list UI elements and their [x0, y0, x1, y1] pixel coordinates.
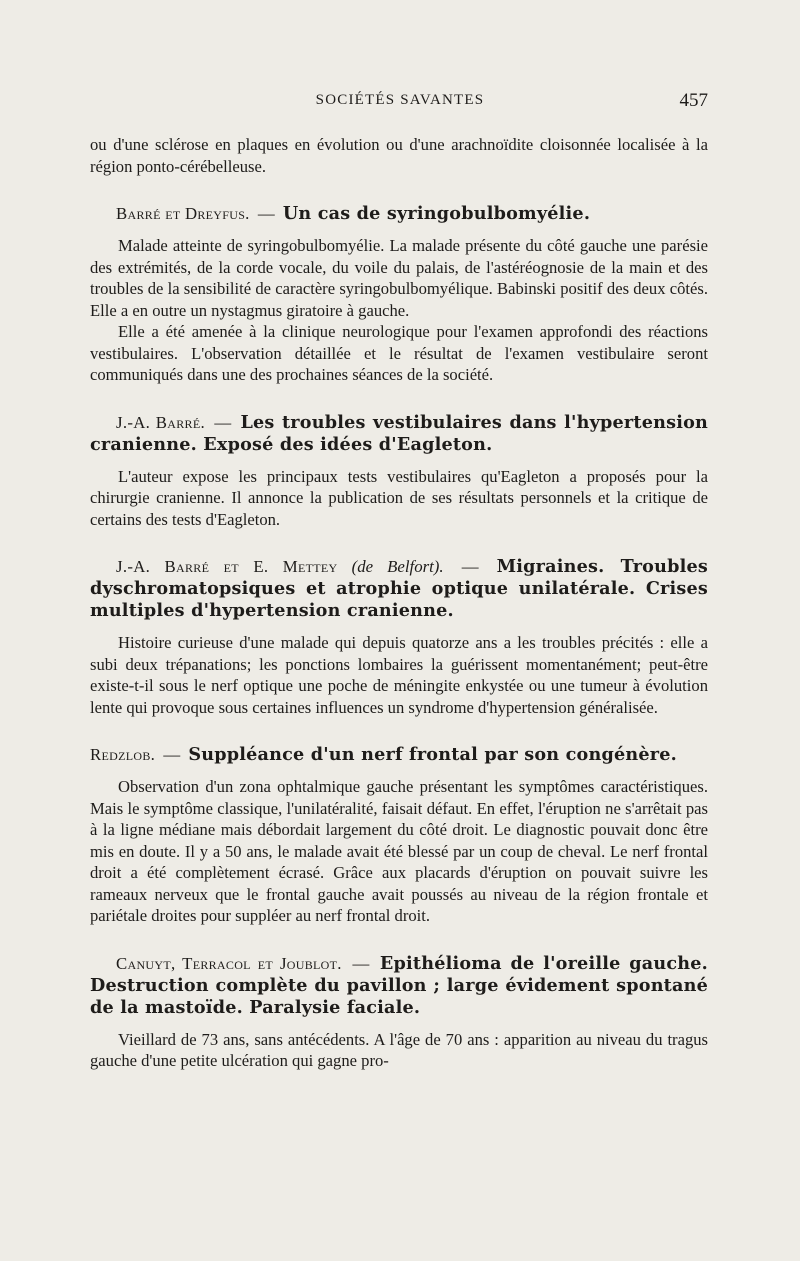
entry-dash: — — [352, 953, 370, 973]
entry-paragraph: Observation d'un zona ophtalmique gauche présentant les symptômes caractéristiques. Mais le symptôme classique, l'unilatéralité, faisait défaut. En effet, l'éruption ne s'arrêtait pas à la ligne médiane mais débordait largement du côté droit. Le diagnostic pouvait donc être mis en doute. Il y a 50 ans, le malade avait été blessé par un coup de cheval. Le nerf frontal droit a été complètement écrasé. Grâce aux placards d'éruption on pouvait suivre les rameaux nerveux que le frontal gauche avait poussés au niveau de la région frontale et pariétale droites pour suppléer au nerf frontal droit. — [90, 777, 708, 925]
entry-title: Migraines. Troubles dyschromatopsiques et atrophie optique unilatérale. Crises multiples d'hypertension cranienne. — [90, 556, 708, 621]
entry-syringobulbomyelie — [90, 203, 708, 386]
entry-suppleance-nerf-frontal — [90, 744, 708, 927]
entry-authors: Canuyt, Terracol et Joublot. — [116, 953, 342, 973]
entry-title: Un cas de syringobulbomyélie. — [282, 203, 591, 224]
entry-migraines — [90, 556, 708, 718]
entry-paragraph: Vieillard de 73 ans, sans antécédents. A l'âge de 70 ans : apparition au niveau du tragus gauche d'une petite ulcération qui gagne pro- — [90, 1029, 708, 1070]
entry-heading — [90, 744, 708, 766]
entry-heading — [90, 203, 708, 225]
entry-heading — [90, 412, 708, 456]
entry-epithelioma — [90, 953, 708, 1072]
entry-authors: Redzlob. — [90, 745, 156, 764]
entry-title: Les troubles vestibulaires dans l'hypertension cranienne. Exposé des idées d'Eagleton. — [90, 411, 709, 455]
entry-paragraph: Malade atteinte de syringobulbomyélie. La malade présente du côté gauche une parésie des extrémités, de la corde vocale, du voile du palais, de l'astéréognosie de la main et des troubles de la sensibilité de caractère syringobulbomyélique. Babinski positif des deux côtés. Elle a en outre un nystagmus giratoire à gauche. — [90, 236, 708, 320]
entry-dash: — — [461, 557, 479, 576]
entry-dash: — — [257, 204, 275, 223]
entry-authors: J.-A. Barré et E. Mettey — [116, 557, 338, 576]
entry-paragraph: Histoire curieuse d'une malade qui depuis quatorze ans a les troubles précités : elle a subi deux trépanations; les ponctions lombaires la guérissent momentanément; peut-être existe-t-il sous le nerf optique une poche de méningite enkystée ou une tumeur à évolution lente qui provoque sous certaines influences un syndrome d'hypertension généralisée. — [90, 633, 708, 717]
entry-troubles-vestibulaires — [90, 412, 708, 531]
entry-dash: — — [214, 412, 232, 432]
entry-dash: — — [163, 745, 181, 764]
entry-paragraph: L'auteur expose les principaux tests vestibulaires qu'Eagleton a proposés pour la chirurgie cranienne. Il annonce la publication de ses résultats personnels et la critique de certains des tests d'Eagleton. — [90, 466, 708, 529]
entry-title: Epithélioma de l'oreille gauche. Destruction complète du pavillon ; large évidement spontané de la mastoïde. Paralysie faciale. — [90, 952, 709, 1018]
entry-authors: J.-A. Barré. — [116, 412, 205, 432]
entry-title: Suppléance d'un nerf frontal par son congénère. — [188, 744, 677, 765]
entry-heading — [90, 953, 708, 1019]
page-header — [90, 92, 710, 116]
entry-location: (de Belfort). — [351, 557, 444, 576]
body-text — [90, 134, 708, 1072]
entry-paragraph: Elle a été amenée à la clinique neurologique pour l'examen approfondi des réactions vestibulaires. L'observation détaillée et le résultat de l'examen vestibulaire seront communiqués dans une des prochaines séances de la société. — [90, 322, 708, 384]
entry-authors: Barré et Dreyfus. — [116, 204, 250, 223]
page-number: 457 — [679, 90, 708, 111]
entry-heading — [90, 556, 708, 622]
running-head: SOCIÉTÉS SAVANTES — [315, 92, 485, 108]
intro-continuation: ou d'une sclérose en plaques en évolution ou d'une arachnoïdite cloisonnée localisée à la région ponto-cérébelleuse. — [90, 135, 708, 176]
